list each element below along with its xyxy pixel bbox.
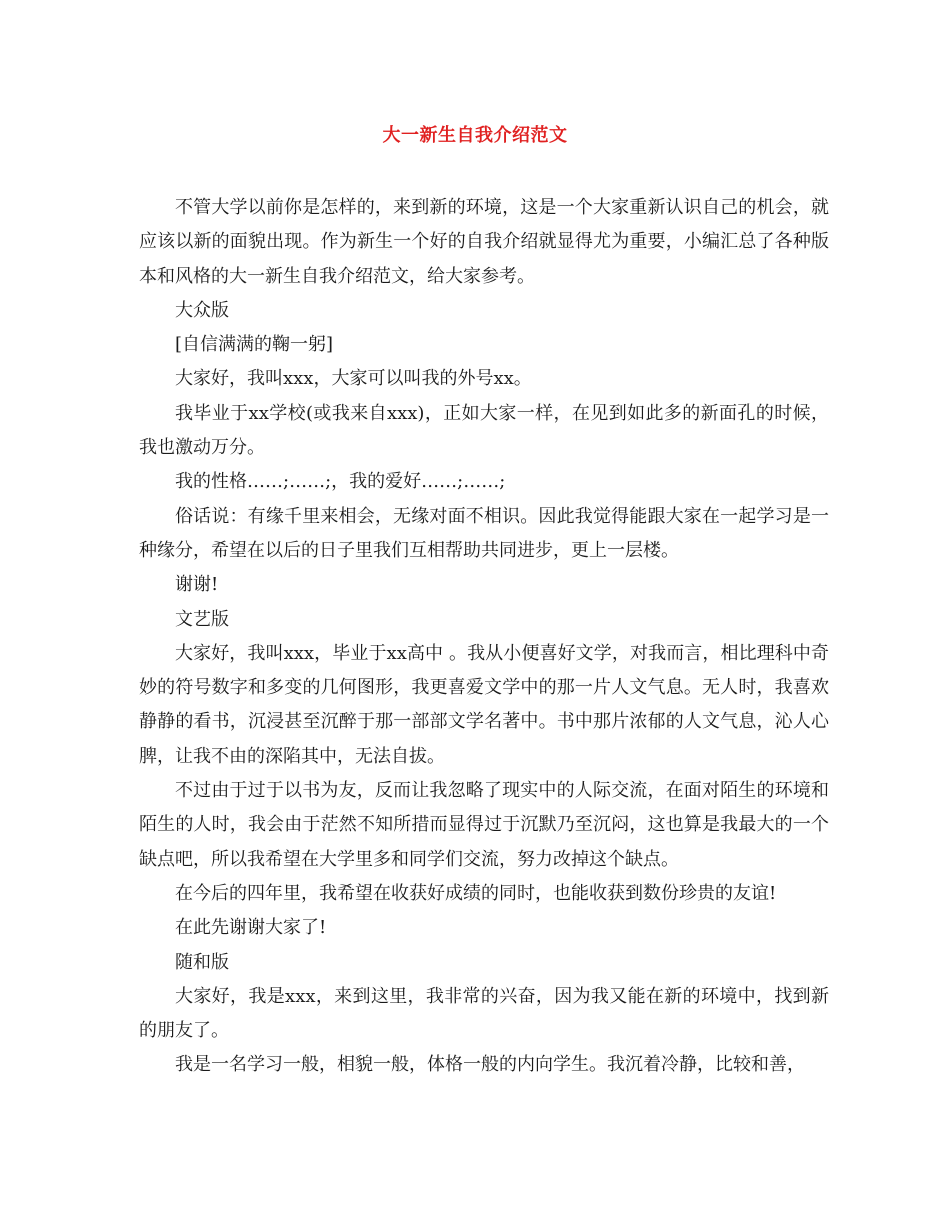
paragraph: 大家好，我叫xxx，毕业于xx高中 。我从小便喜好文学，对我而言，相比理科中奇妙的符号数字和多变的几何图形，我更喜爱文学中的那一片人文气息。无人时，我喜欢静静的看书，沉浸甚至沉醉于那一部部文学名著中。书中那片浓郁的人文气息，沁人心脾，让我不由的深陷其中，无法自拔。 — [139, 642, 829, 767]
paragraph: 俗话说：有缘千里来相会，无缘对面不相识。因此我觉得能跟大家在一起学习是一种缘分，希望在以后的日子里我们互相帮助共同进步，更上一层楼。 — [139, 505, 829, 561]
section-heading-literary: 文艺版 — [175, 608, 229, 630]
paragraph-intro: 不管大学以前你是怎样的，来到新的环境，这是一个大家重新认识自己的机会，就应该以新的面貌出现。作为新生一个好的自我介绍就显得尤为重要，小编汇总了各种版本和风格的大一新生自我介绍范文，给大家参考。 — [139, 197, 829, 287]
document-body — [139, 191, 829, 1083]
document-title: 大一新生自我介绍范文 — [382, 125, 568, 146]
section-heading-casual: 随和版 — [175, 951, 229, 973]
paragraph: 谢谢! — [175, 574, 219, 596]
paragraph: 我的性格……;……;，我的爱好……;……; — [175, 471, 506, 493]
paragraph: 不过由于过于以书为友，反而让我忽略了现实中的人际交流，在面对陌生的环境和陌生的人时，我会由于茫然不知所措而显得过于沉默乃至沉闷，这也算是我最大的一个缺点吧，所以我希望在大学里多和同学们交流，努力改掉这个缺点。 — [139, 780, 829, 870]
paragraph: 大家好，我是xxx，来到这里，我非常的兴奋，因为我又能在新的环境中，找到新的朋友了。 — [139, 985, 829, 1042]
paragraph: 在今后的四年里，我希望在收获好成绩的同时，也能收获到数份珍贵的友谊! — [175, 882, 777, 904]
paragraph: 我是一名学习一般，相貌一般，体格一般的内向学生。我沉着冷静，比较和善， — [175, 1054, 805, 1076]
paragraph: 我毕业于xx学校(或我来自xxx)，正如大家一样，在见到如此多的新面孔的时候，我也激动万分。 — [139, 402, 829, 459]
section-heading-popular: 大众版 — [175, 299, 229, 321]
paragraph: 大家好，我叫xxx，大家可以叫我的外号xx。 — [175, 368, 532, 390]
paragraph: 在此先谢谢大家了! — [175, 917, 327, 939]
stage-direction: [自信满满的鞠一躬] — [175, 334, 334, 356]
